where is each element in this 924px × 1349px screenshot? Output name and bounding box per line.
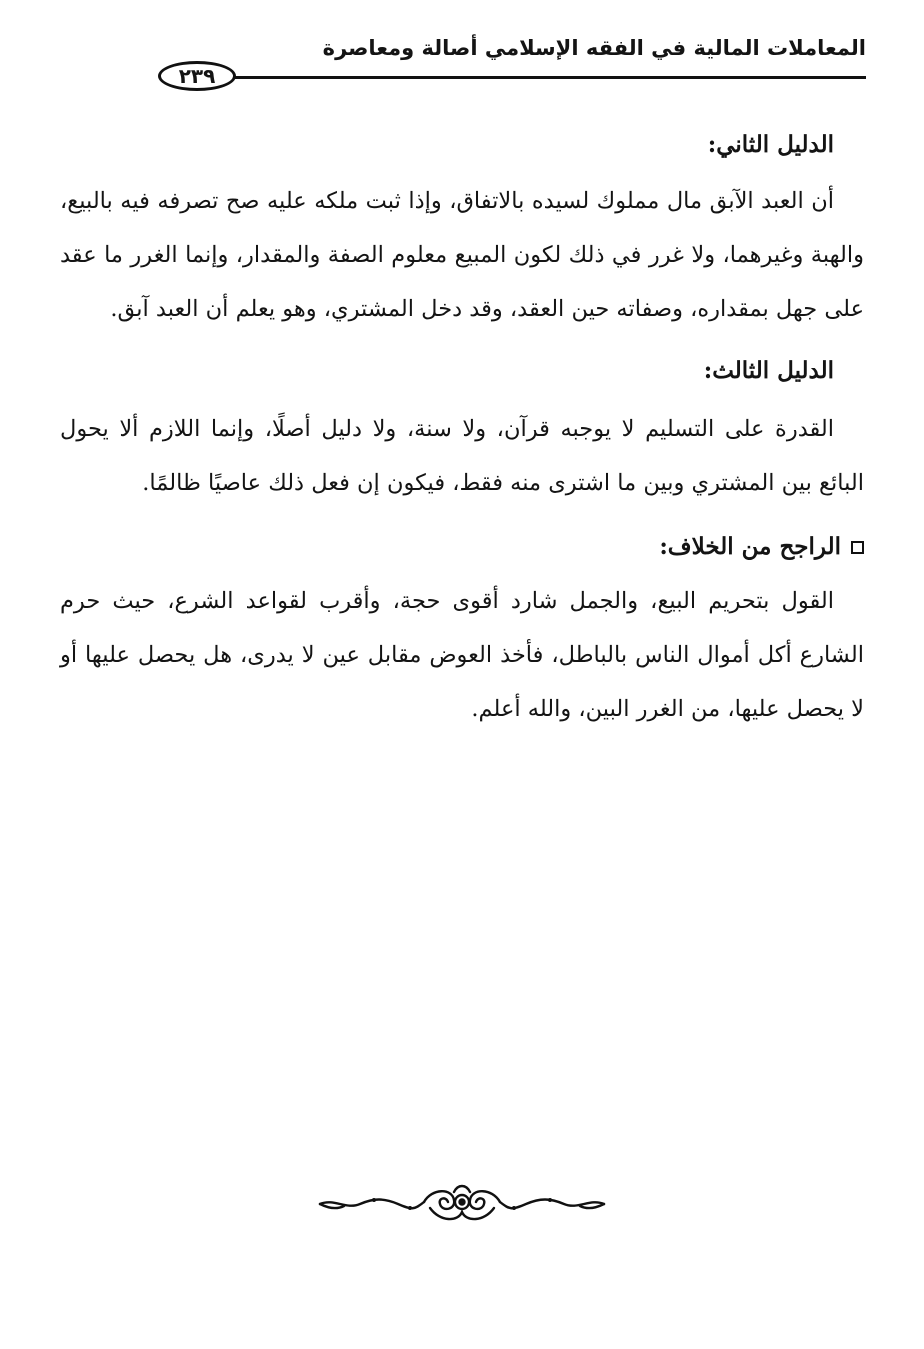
paragraph-third-evidence: القدرة على التسليم لا يوجبه قرآن، ولا سنة، ولا دليل أصلًا، وإنما اللازم ألا يحول البائع بين المشتري وبين ما اشترى منه فقط، فيكون إن فعل ذلك عاصيًا ظالمًا.: [60, 416, 864, 496]
section-heading-second-evidence: الدليل الثاني:: [707, 131, 834, 158]
paragraph-preferred-opinion: القول بتحريم البيع، والجمل شارد أقوى حجة، وأقرب لقواعد الشرع، حيث حرم الشارع أكل أموال الناس بالباطل، فأخذ العوض مقابل عين لا يدرى، هل يحصل عليها أو لا يحصل عليها، من الغرر البين، والله أعلم.: [60, 588, 864, 722]
page-number: ٢٣٩: [178, 64, 216, 88]
header-rule: [166, 76, 866, 79]
section-heading-preferred-opinion-label: الراجح من الخلاف:: [659, 533, 841, 560]
page-number-oval: [158, 61, 236, 91]
page-header: [96, 28, 866, 98]
section-heading-third-evidence: الدليل الثالث:: [703, 357, 834, 384]
square-outline-icon: [851, 541, 864, 554]
running-title: المعاملات المالية في الفقه الإسلامي أصالة ومعاصرة: [322, 36, 866, 60]
section-heading-preferred-opinion: [60, 524, 864, 570]
paragraph-second-evidence: أن العبد الآبق مال مملوك لسيده بالاتفاق، وإذا ثبت ملكه عليه صح تصرفه فيه بالبيع، والهبة وغيرهما، ولا غرر في ذلك لكون المبيع معلوم الصفة والمقدار، وإنما الغرر ما عقد على جهل بمقداره، وصفاته حين العقد، وقد دخل المشتري، وهو يعلم أن العبد آبق.: [60, 188, 864, 322]
decorative-flourish-icon: [314, 1180, 610, 1228]
page-body: [60, 122, 864, 736]
